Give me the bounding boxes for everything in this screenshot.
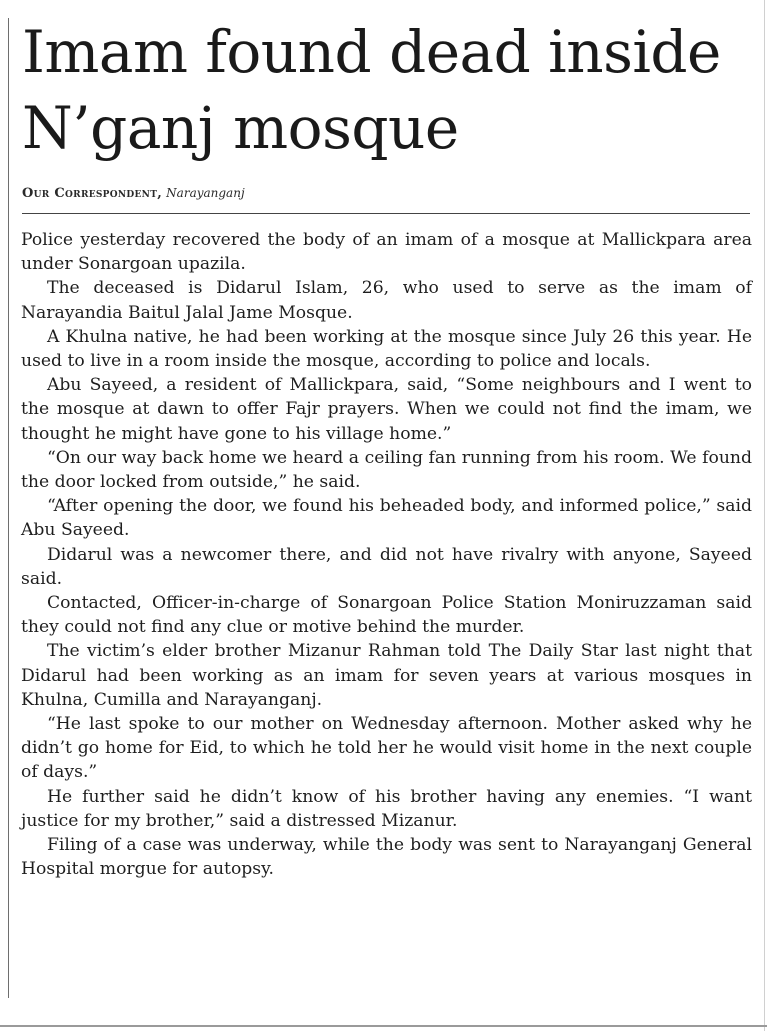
paragraph: He further said he didn’t know of his brother having any enemies. “I want justice for my brother,” said a distressed Mizanur. — [21, 786, 752, 831]
right-edge-rule — [764, 0, 765, 1031]
paragraph: Abu Sayeed, a resident of Mallickpara, said, “Some neighbours and I went to the mosque at dawn to offer Fajr prayers. When we could not find the imam, we thought he might have gone to his village home.” — [21, 375, 752, 444]
paragraph: The victim’s elder brother Mizanur Rahman told The Daily Star last night that Didarul had been working as an imam for seven years at various mosques in Khulna, Cumilla and Narayanganj. — [21, 641, 752, 710]
paragraph: “After opening the door, we found his beheaded body, and informed police,” said Abu Sayeed. — [21, 496, 752, 541]
paragraph: Contacted, Officer-in-charge of Sonargoan Police Station Moniruzzaman said they could not find any clue or motive behind the murder. — [21, 593, 752, 638]
bottom-edge-rule — [0, 1025, 767, 1027]
paragraph: A Khulna native, he had been working at the mosque since July 26 this year. He used to live in a room inside the mosque, according to police and locals. — [21, 326, 752, 372]
headline: Imam found dead inside N’ganj mosque — [22, 18, 721, 162]
byline-correspondent: Our Correspondent, — [22, 186, 163, 201]
paragraph: Police yesterday recovered the body of an imam of a mosque at Mallickpara area under Sonargoan upazila. — [21, 230, 752, 275]
paragraph: Filing of a case was underway, while the body was sent to Narayanganj General Hospital morgue for autopsy. — [21, 835, 752, 880]
paragraph: “He last spoke to our mother on Wednesday afternoon. Mother asked why he didn’t go home for Eid, to which he told her he would visit home in the next couple of days.” — [21, 714, 752, 783]
article-body — [21, 228, 752, 881]
byline — [22, 184, 245, 203]
left-column-rule — [8, 18, 9, 998]
paragraph: “On our way back home we heard a ceiling fan running from his room. We found the door locked from outside,” he said. — [21, 447, 752, 493]
paragraph: Didarul was a newcomer there, and did not have rivalry with anyone, Sayeed said. — [21, 544, 752, 589]
byline-location: Narayanganj — [166, 186, 245, 200]
headline-divider — [22, 213, 750, 214]
paragraph: The deceased is Didarul Islam, 26, who used to serve as the imam of Narayandia Baitul Jalal Jame Mosque. — [21, 278, 752, 323]
